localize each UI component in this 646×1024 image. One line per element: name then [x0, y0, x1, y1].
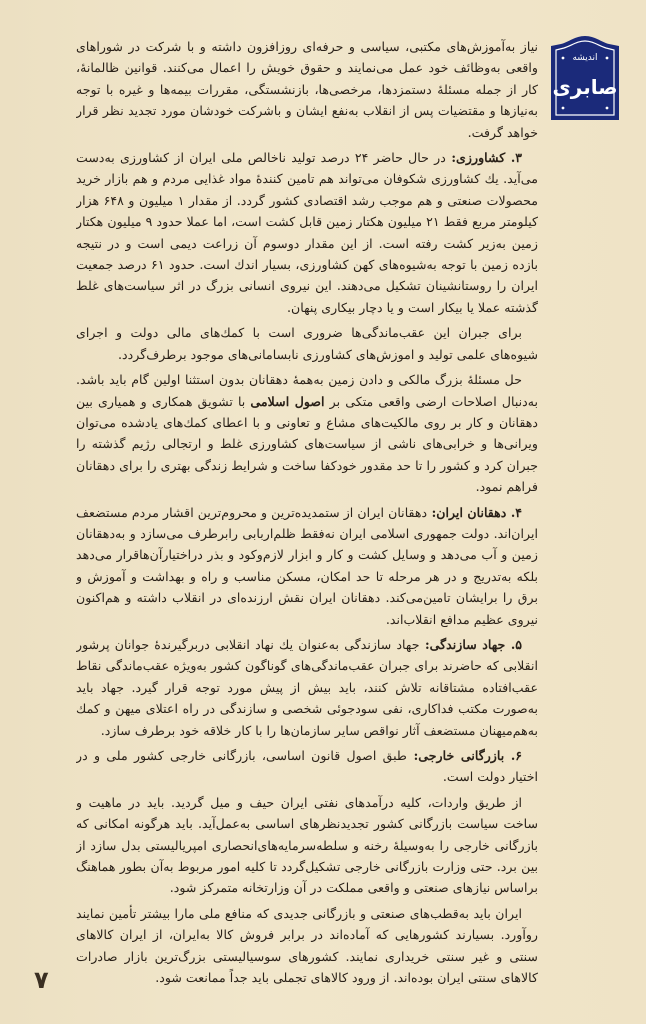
bold-heading-text: ۴. دهقانان ایران:: [427, 504, 522, 520]
page-number: ۷: [34, 966, 49, 994]
paragraph: [76, 36, 538, 143]
article-text: [76, 36, 538, 996]
paragraph: [76, 147, 538, 318]
paragraph-text: برای جبران این عقب‌ماندگی‌ها ضروری است با کمك‌های مالی دولت و اجرای شیوه‌های علمی تولید و اموزش‌های کشاورزی نابسامانی‌های موجود برطرف‌گردد.: [76, 325, 538, 362]
paragraph: [76, 745, 538, 788]
logo-main-text: صابری: [552, 75, 618, 99]
paragraph-text: دهقانان ایران از ستمدیده‌ترین و محروم‌ترین اقشار مردم مستضعف ایران‌اند. دولت جمهوری اسلامی ایران نه‌فقط ظلم‌اربابی رابرطرف می‌سازد و به‌دهقانان زمین و آب می‌دهد و وسایل کشت و کار و ابزار لازم‌وکود و بذر دراختیارآن‌هاقرار می‌دهد بلکه به‌تدریج و در هر مرحله تا حد امکان، مسکن مناسب و راه و بهداشت و آموزش و برق را برایشان تامین‌می‌کند. دهقانان ایران نقش ارزنده‌ای در انقلاب داشته و هم‌اکنون نیروی عظیم مدافع انقلاب‌اند.: [76, 504, 538, 627]
paragraph: [76, 634, 538, 741]
bold-heading-text: اصول اسلامی: [250, 393, 325, 409]
paragraph: [76, 369, 538, 497]
paragraph-text: در حال حاضر ۲۴ درصد تولید ناخالص ملی ایران از کشاورزی به‌دست می‌آید. یك کشاورزی شکوفان می‌تواند هم تامین کنندهٔ مواد غذایی مردم و هم بازار خرید محصولات صنعتی و هم موجب رشد اقتصادی کشور گردد. از مقدار ۱ میلیون و ۶۴۸ هزار کیلومتر مربع فقط ۲۱ میلیون هکتار زمین قابل کشت است، اما عملا حدود ۹ میلیون هکتار زمین به‌زیر کشت رفته است. از این مقدار دوسوم آن زراعت دیمی است و در نتیجه بازده زمین با توجه به‌شیوه‌های کهن کشاورزی، بسیار اندك است. حدود ۶۱ درصد جمعیت ایران را روستانشینان تشکیل می‌دهند. این نیروی انسانی بزرگ در اثر سیاست‌های غلط گذشته عملا یا بیکار است و یا دچار بیکاری پنهان.: [76, 150, 538, 315]
paragraph-text: از طریق واردات، کلیه درآمدهای نفتی ایران حیف و میل گردید. باید در ماهیت و ساخت سیاست بازرگانی کشور تجدیدنظرهای اساسی به‌عمل‌آید. باید هرگونه امکانی که بازرگانی خارجی را به‌وسیلهٔ رخنه و سلطه‌سرمایه‌های‌انحصاری امپریالیستی بدل سازد از بین برد. حتی وزارت بازرگانی خارجی تشکیل‌گردد تا کلیه امور مربوط به‌آن بطور هماهنگ براساس نیازهای صنعتی و واقعی مملکت در آن وزارتخانه متمرکز شود.: [76, 794, 538, 896]
paragraph: [76, 502, 538, 630]
bold-heading-text: ۶. بازرگانی خارجی:: [406, 748, 522, 763]
paragraph-text: نیاز به‌آموزش‌های مکتبی، سیاسی و حرفه‌ای روزافزون داشته و با شرکت در شوراهای واقعی به‌وظائف خود عمل می‌نمایند و حقوق خویش را اعمال می‌کنند. قوانین ظالمانهٔ، کار از جمله مسئلهٔ دستمزدها، مرخصی‌ها، بازنشستگی، مقررات بیمه‌ها و غیره با توجه به‌نیازها و مقتضیات پس از انقلاب به‌نفع ایشان و باشرکت خودشان مورد تجدید نظر قرار خواهد گرفت.: [76, 39, 538, 140]
paragraph-text: با تشویق همکاری و همیاری بین دهقانان و کار بر روی مالکیت‌های مشاع و تعاونی و با اعطای کمك‌های یادشده می‌توان ویرانی‌ها و خرابی‌های ناشی از سیاست‌های کشاورزی غلط و ارتجالی رژیم گذشته را جبران کرد و کشور را تا حد مقدور خودکفا ساخت و شرایط زندگی بهتری را برای دهقانان فراهم نمود.: [76, 393, 538, 495]
logo-top-text: اندیشه: [572, 53, 598, 63]
paragraph-text: جهاد سازندگی به‌عنوان یك نهاد انقلابی دربرگیرندهٔ جوانان پرشور انقلابی که حاضرند برای جبران عقب‌ماندگی‌های گوناگون کشور به‌ویژه عقب‌ماندگی نقاط عقب‌افتاده مشتاقانه تلاش کنند، باید بیش از پیش مورد توجه قرار گیرد. جهاد باید به‌صورت مکتب فداکاری، نفی سودجوئی شخصی و سازندگی در راه اعتلای میهن و کمك به‌هم‌میهنان مستضعف آثار نواقص سایر سازمان‌ها را با کار خلاقه خود برطرف سازد.: [76, 636, 538, 738]
paragraph: [76, 322, 538, 365]
paragraph: [76, 903, 538, 989]
publisher-logo: [549, 34, 621, 122]
paragraph: [76, 792, 538, 899]
paragraph-text: طبق اصول قانون اساسی، بازرگانی خارجی کشور ملی و در اختیار دولت است.: [76, 748, 538, 785]
bold-heading-text: ۳. کشاورزی:: [445, 150, 522, 166]
paragraph-text: حل مسئلهٔ بزرگ مالکی و دادن زمین به‌همهٔ دهقانان بدون استثنا اولین گام باید باشد. به‌دنبال اصلاحات ارضی واقعی متکی بر: [76, 372, 538, 409]
paragraph-text: ایران باید به‌قطب‌های صنعتی و بازرگانی جدیدی که منافع ملی مارا بیشتر تأمین نمایند روآورد. بسیارند کشورهایی که آماده‌اند در برابر فروش کالا به‌ایران، از ایران کالاهای سنتی و غیر سنتی خریداری نمایند. کشورهای سوسیالیستی بزرگ‌ترین بازار صادرات کالاهای سنتی ایران بوده‌اند. از ورود کالاهای تجملی باید جداً ممانعت شود.: [76, 905, 538, 986]
bold-heading-text: ۵. جهاد سازندگی:: [419, 636, 522, 652]
